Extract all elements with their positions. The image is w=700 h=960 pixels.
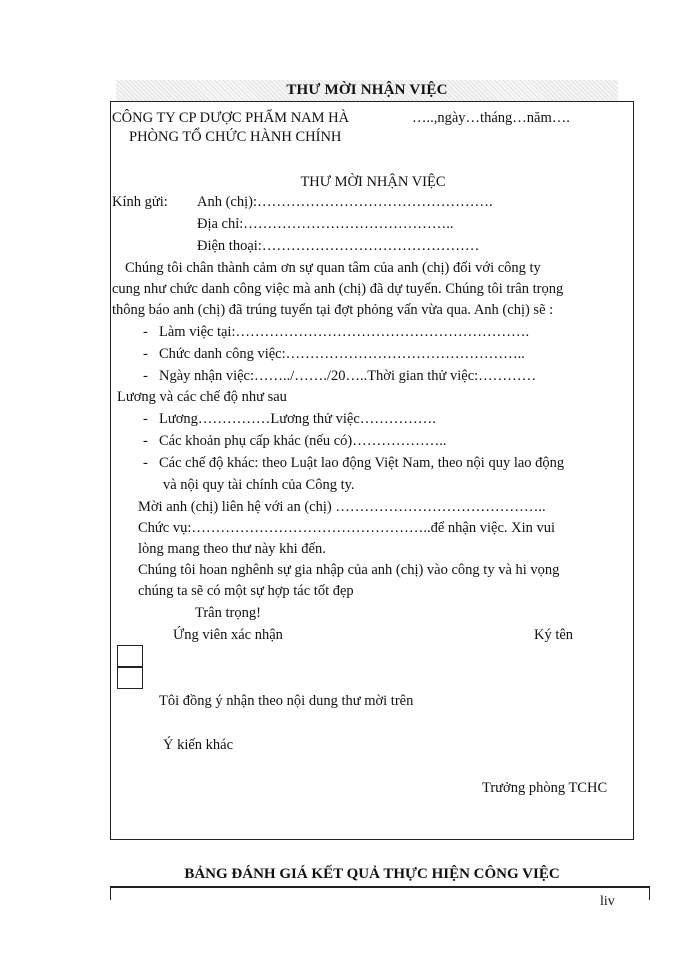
other-benefits-continued: và nội quy tài chính của Công ty.	[163, 477, 355, 493]
start-date-line: Ngày nhận việc:……../……./20…..Thời gian thử việc:…………	[159, 368, 537, 384]
job-title-line: Chức danh công việc:…………………………………………..	[159, 346, 525, 362]
contact-position-line: Chức vụ:…………………………………………..để nhận việc. Xin vui	[138, 520, 556, 536]
contact-line: Mời anh (chị) liên hệ với an (chị) ……………………………………..	[138, 499, 546, 515]
letter-title: THƯ MỜI NHẬN VIỆC	[300, 174, 446, 190]
company-name: CÔNG TY CP DƯỢC PHẨM NAM HÀ	[112, 110, 350, 126]
regards: Trân trọng!	[195, 605, 261, 621]
bullet-dash: -	[143, 433, 148, 449]
work-location-line: Làm việc tại:…………………………………………………….	[159, 324, 530, 340]
signature-label: Ký tên	[534, 627, 574, 643]
signer-title: Trưởng phòng TCHC	[482, 780, 608, 796]
salary-line: Lương……………Lương thử việc…………….	[159, 411, 436, 427]
page-number: liv	[600, 894, 615, 909]
other-opinion-label: Ý kiến khác	[163, 737, 234, 753]
paragraph-line: cung như chức danh công việc mà anh (chị) đã dự tuyển. Chúng tôi trân trọng	[112, 281, 564, 297]
date-line: …..,ngày…tháng…năm….	[412, 110, 570, 126]
next-section-title: BẢNG ĐÁNH GIÁ KẾT QUẢ THỰC HIỆN CÔNG VIỆC	[184, 866, 560, 882]
next-table-top-border	[110, 886, 650, 888]
bullet-dash: -	[143, 368, 148, 384]
other-opinion-checkbox[interactable]	[117, 667, 143, 689]
to-label: Kính gửi:	[112, 194, 168, 210]
bullet-dash: -	[143, 411, 148, 427]
candidate-confirm-label: Ứng viên xác nhận	[173, 627, 283, 643]
bullet-dash: -	[143, 346, 148, 362]
bring-letter-line: lòng mang theo thư này khi đến.	[138, 541, 326, 557]
bullet-dash: -	[143, 324, 148, 340]
paragraph-line: Chúng tôi chân thành cảm ơn sự quan tâm của anh (chị) đối với công ty	[125, 260, 541, 276]
agree-checkbox[interactable]	[117, 645, 143, 667]
agree-label: Tôi đồng ý nhận theo nội dung thư mời trên	[159, 693, 414, 709]
recipient-phone-line: Điện thoại:………………………………………	[197, 238, 480, 254]
welcome-line: Chúng tôi hoan nghênh sự gia nhập của anh (chị) vào công ty và hi vọng	[138, 562, 560, 578]
table-border-tick	[110, 886, 111, 900]
page-header-title: THƯ MỜI NHẬN VIỆC	[286, 82, 448, 98]
paragraph-line: thông báo anh (chị) đã trúng tuyển tại đợt phỏng vấn vừa qua. Anh (chị) sẽ :	[112, 302, 554, 318]
other-benefits-line: Các chế độ khác: theo Luật lao động Việt Nam, theo nội quy lao động	[159, 455, 565, 471]
recipient-name-line: Anh (chị):………………………………………….	[197, 194, 493, 210]
allowance-line: Các khoản phụ cấp khác (nếu có)………………..	[159, 433, 447, 449]
table-border-tick	[649, 886, 650, 900]
welcome-line: chúng ta sẽ có một sự hợp tác tốt đẹp	[138, 583, 354, 599]
department-name: PHÒNG TỔ CHỨC HÀNH CHÍNH	[129, 129, 342, 145]
recipient-address-line: Địa chỉ:……………………………………..	[197, 216, 454, 232]
salary-intro: Lương và các chế độ như sau	[117, 389, 287, 405]
bullet-dash: -	[143, 455, 148, 471]
